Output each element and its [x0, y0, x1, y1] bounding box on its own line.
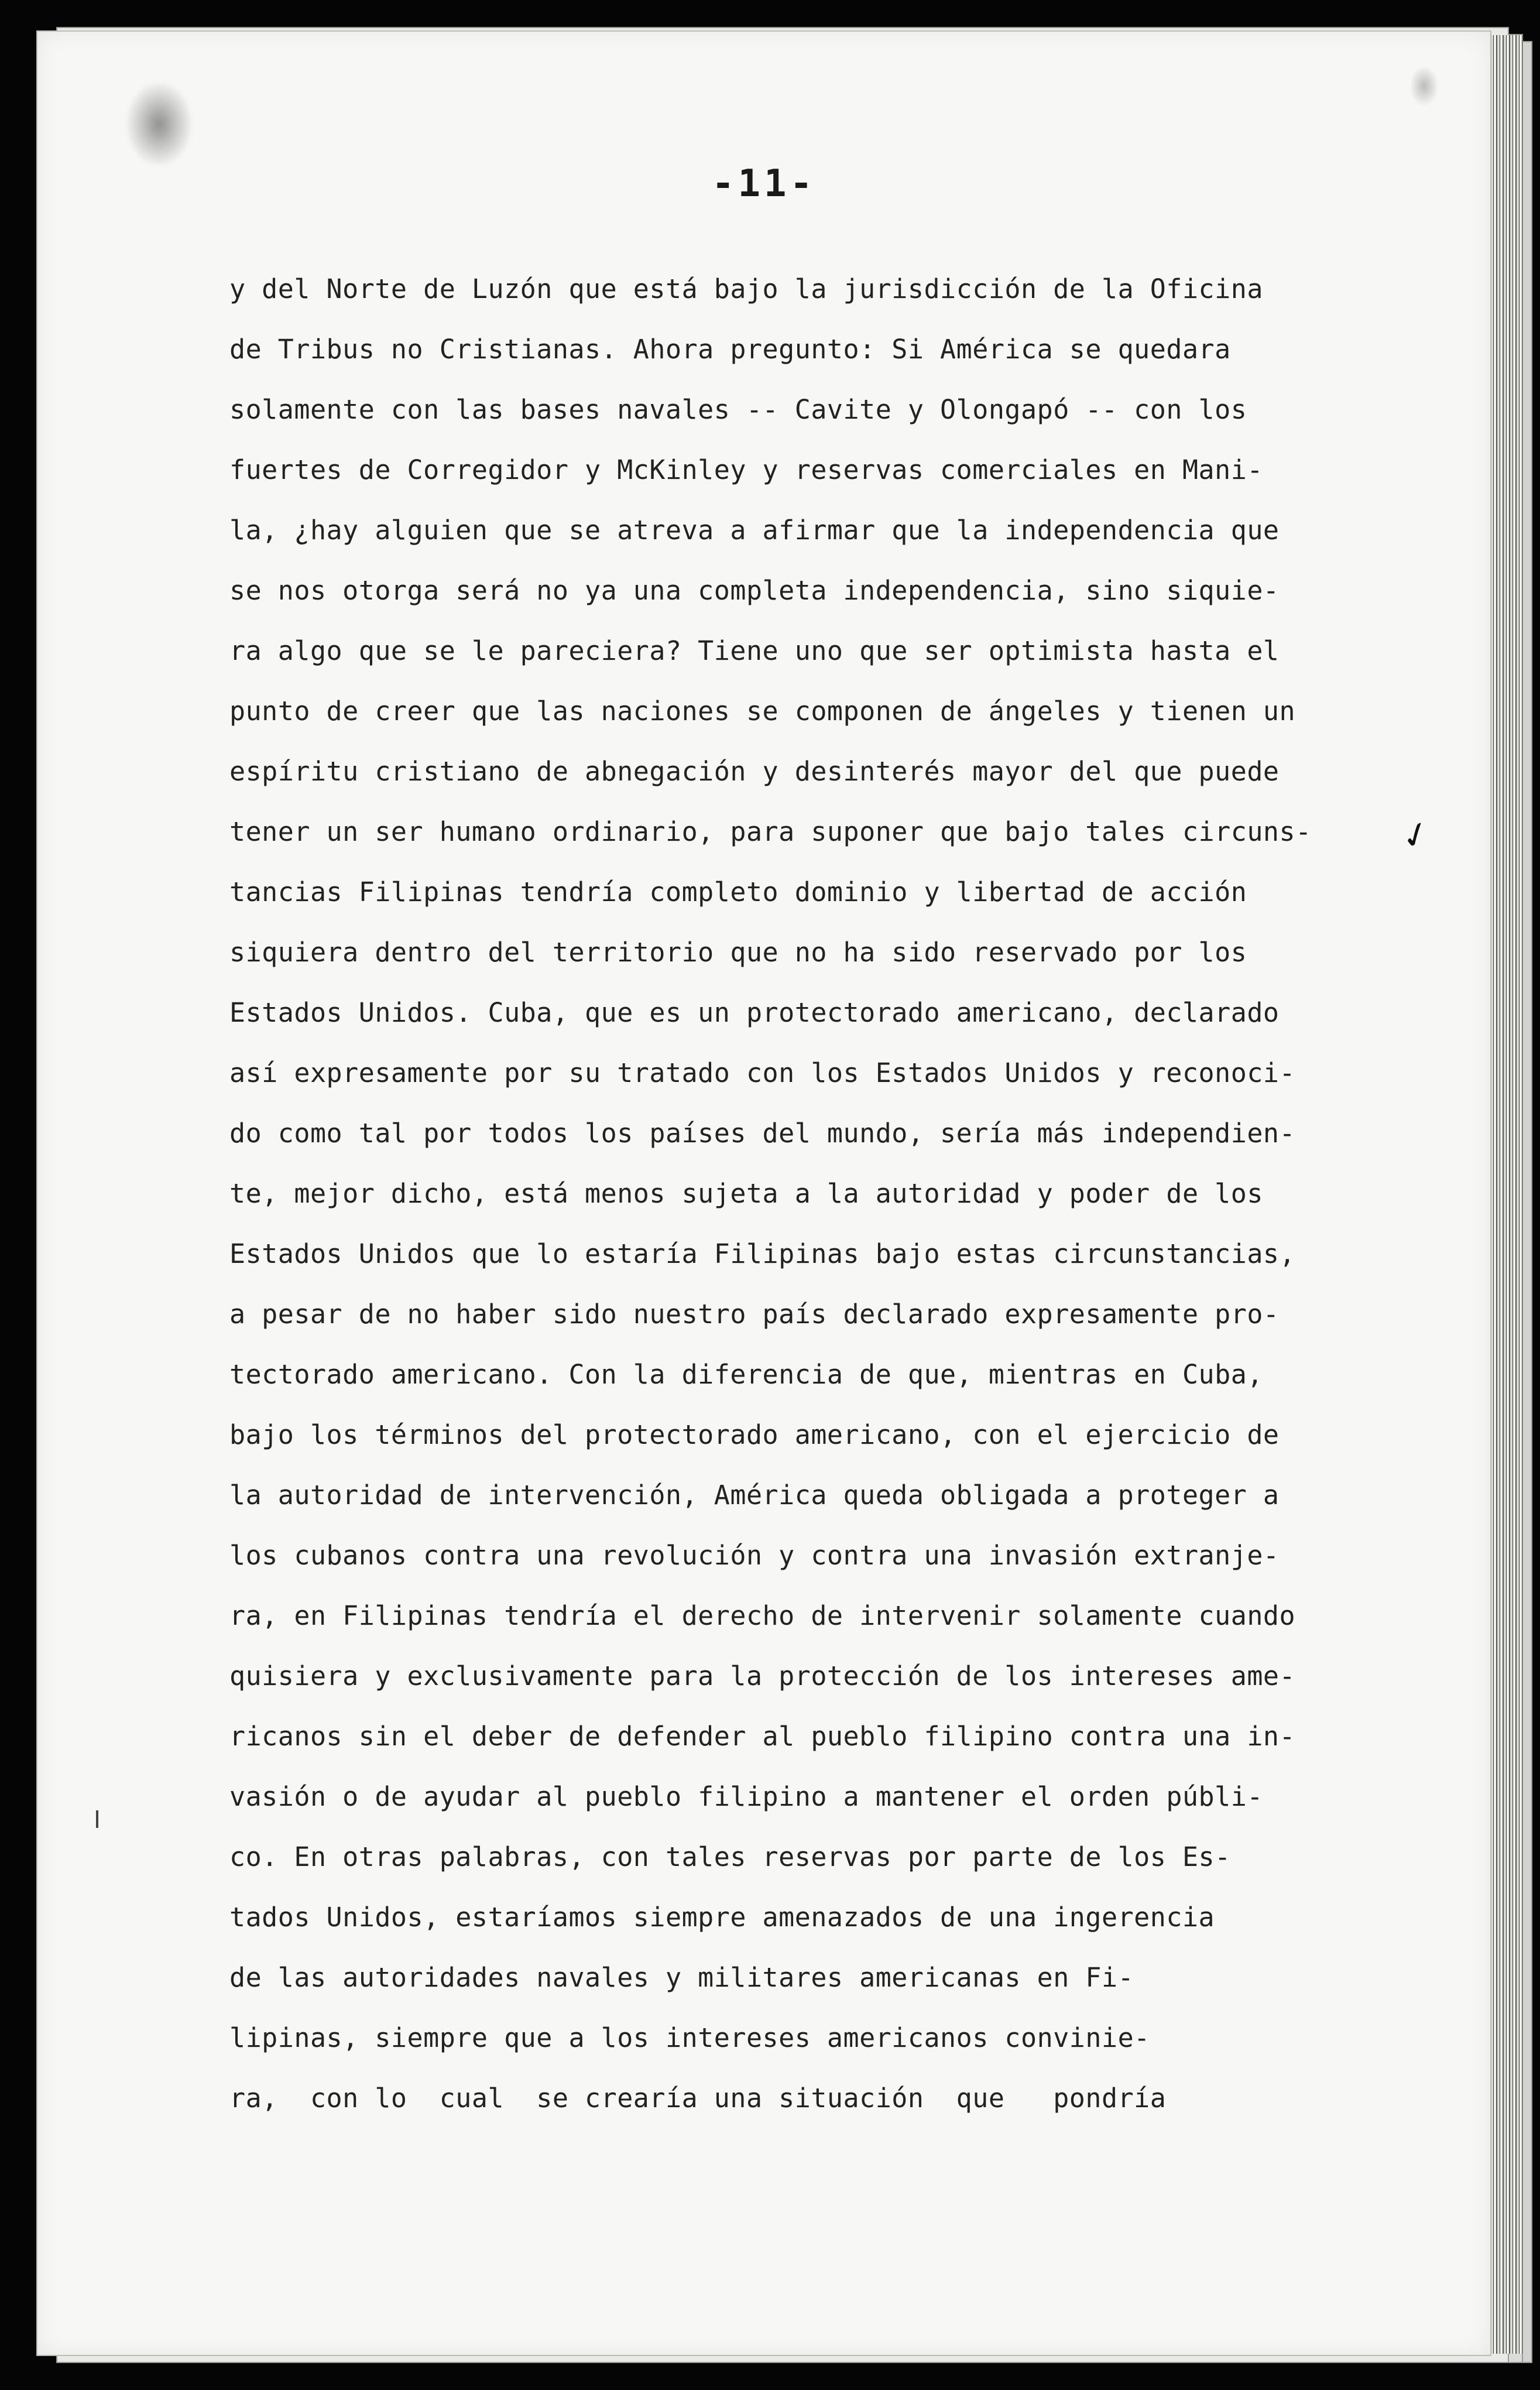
text-line: do como tal por todos los países del mundo, sería más independien- — [229, 1118, 1296, 1149]
text-line: así expresamente por su tratado con los Estados Unidos y reconoci- — [229, 1057, 1296, 1088]
text-line: tener un ser humano ordinario, para suponer que bajo tales circuns- — [229, 816, 1312, 847]
text-line: tancias Filipinas tendría completo dominio y libertad de acción — [229, 876, 1247, 908]
page-stack-edges — [1487, 35, 1522, 2354]
text-line: tados Unidos, estaríamos siempre amenazados de una ingerencia — [229, 1902, 1215, 1933]
check-mark-annotation: ✓ — [1395, 811, 1437, 860]
text-line: solamente con las bases navales -- Cavite y Olongapó -- con los — [229, 394, 1247, 425]
text-line: co. En otras palabras, con tales reservas por parte de los Es- — [229, 1841, 1231, 1872]
text-line: de Tribus no Cristianas. Ahora pregunto: Si América se quedara — [229, 334, 1231, 365]
page-number: -11- — [711, 162, 817, 206]
text-line: la autoridad de intervención, América queda obligada a proteger a — [229, 1480, 1280, 1511]
text-line: ra, en Filipinas tendría el derecho de intervenir solamente cuando — [229, 1600, 1296, 1631]
text-line: la, ¿hay alguien que se atreva a afirmar que la independencia que — [229, 515, 1280, 546]
text-line: ra, con lo cual se crearía una situación que pondría — [229, 2083, 1167, 2114]
text-line: lipinas, siempre que a los intereses americanos conviniе- — [229, 2022, 1150, 2053]
text-line: tectorado americano. Con la diferencia de que, mientras en Cuba, — [229, 1359, 1263, 1390]
text-line: y del Norte de Luzón que está bajo la jurisdicción de la Oficina — [229, 273, 1263, 304]
text-line: a pesar de no haber sido nuestro país declarado expresamente pro- — [229, 1299, 1280, 1330]
text-line: de las autoridades navales y militares americanas en Fi- — [229, 1962, 1134, 1993]
text-line: los cubanos contra una revolución y contra una invasión extranje- — [229, 1540, 1280, 1571]
document-page — [36, 30, 1491, 2356]
text-line: punto de creer que las naciones se componen de ángeles y tienen un — [229, 696, 1296, 727]
text-line: Estados Unidos que lo estaría Filipinas bajo estas circunstancias, — [229, 1238, 1296, 1269]
text-line: bajo los términos del protectorado americano, con el ejercicio de — [229, 1419, 1280, 1450]
text-line: te, mejor dicho, está menos sujeta a la autoridad y poder de los — [229, 1178, 1263, 1209]
text-line: Estados Unidos. Cuba, que es un protectorado americano, declarado — [229, 997, 1280, 1028]
text-line: se nos otorga será no ya una completa independencia, sino siquie- — [229, 575, 1280, 606]
text-line: ra algo que se le pareciera? Tiene uno que ser optimista hasta el — [229, 635, 1280, 666]
margin-ink-mark — [96, 1810, 98, 1828]
text-line: vasión o de ayudar al pueblo filipino a mantener el orden públi- — [229, 1781, 1263, 1812]
text-line: espíritu cristiano de abnegación y desinterés mayor del que puede — [229, 756, 1280, 787]
corner-smudge — [1409, 66, 1439, 107]
text-line: quisiera y exclusivamente para la protección de los intereses ame- — [229, 1660, 1296, 1692]
text-line: siquiera dentro del territorio que no ha sido reservado por los — [229, 937, 1247, 968]
text-line: ricanos sin el deber de defender al pueblo filipino contra una in- — [229, 1721, 1296, 1752]
ink-smudge — [127, 83, 191, 165]
text-line: fuertes de Corregidor y McKinley y reservas comerciales en Mani- — [229, 454, 1263, 485]
typed-text-body — [229, 259, 1447, 2128]
